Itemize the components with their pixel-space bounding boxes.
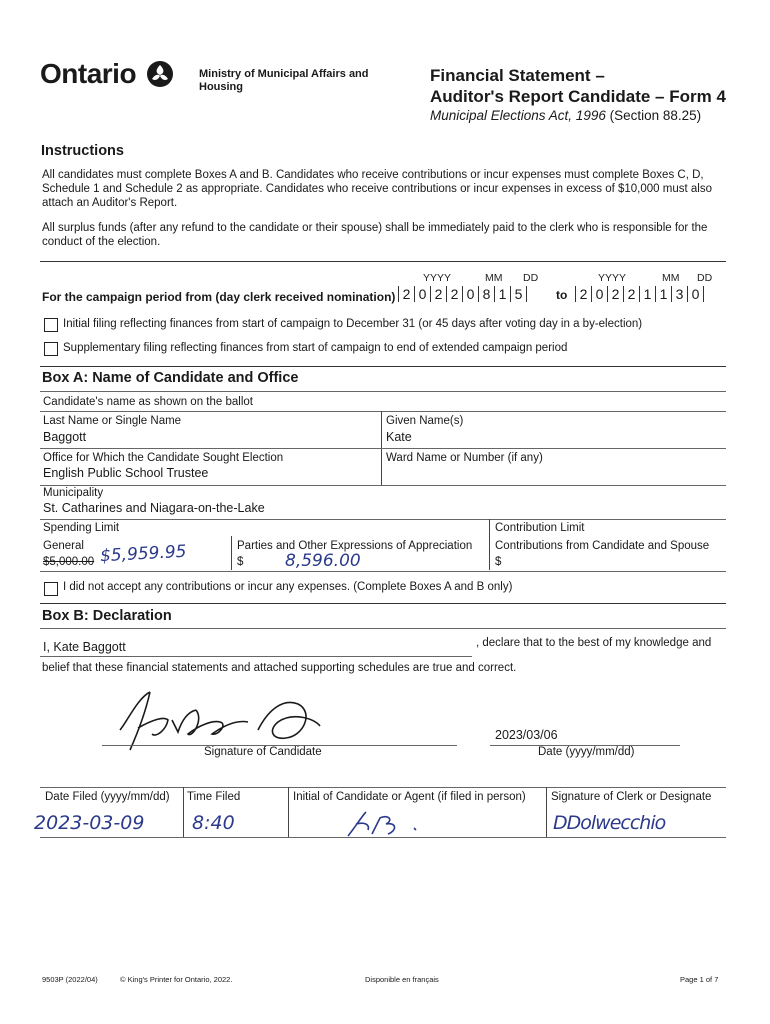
column-divider: [231, 536, 232, 570]
contribution-limit-label: Contribution Limit: [495, 522, 585, 534]
initial-label: Initial of Candidate or Agent (if filed in person): [293, 791, 526, 803]
form-number: 9503P (2022/04): [42, 975, 98, 984]
to-date-field[interactable]: [575, 286, 704, 302]
no-contributions-label: I did not accept any contributions or incur any expenses. (Complete Boxes A and B only): [63, 581, 513, 593]
ontario-logo-text: Ontario: [40, 58, 137, 89]
act-reference: [430, 108, 701, 123]
act-section: (Section 88.25): [609, 108, 702, 123]
contributions-dollar: $: [495, 556, 502, 568]
from-digit: 2: [446, 286, 462, 302]
from-digit: 8: [478, 286, 494, 302]
from-mm-label: MM: [485, 272, 503, 284]
date-filed-label: Date Filed (yyyy/mm/dd): [45, 791, 170, 803]
divider: [40, 571, 726, 572]
last-name-label: Last Name or Single Name: [43, 415, 182, 427]
office-field[interactable]: English Public School Trustee: [43, 466, 209, 480]
from-digit: 0: [414, 286, 430, 302]
to-digit: 1: [639, 286, 655, 302]
general-label: General: [43, 540, 84, 552]
to-digit: 2: [607, 286, 623, 302]
trillium-logo-icon: [146, 60, 174, 88]
box-b-heading: Box B: Declaration: [42, 608, 172, 624]
parties-label: Parties and Other Expressions of Appreciation: [237, 540, 473, 552]
initial-filing-label: Initial filing reflecting finances from start of campaign to December 31 (or 45 days after voting day in a by-election): [63, 318, 643, 330]
to-digit: 3: [671, 286, 687, 302]
general-handwritten-amount[interactable]: $5,959.95: [99, 541, 187, 567]
form-title-line2: Auditor's Report Candidate – Form 4: [430, 87, 726, 106]
campaign-period-label: For the campaign period from (day clerk received nomination): [42, 290, 396, 304]
ministry-name: Ministry of Municipal Affairs and Housing: [199, 68, 369, 93]
given-name-field[interactable]: Kate: [386, 430, 412, 444]
french-availability: Disponible en français: [365, 975, 439, 984]
to-digit: 0: [591, 286, 607, 302]
form-title: [430, 65, 750, 107]
act-name: Municipal Elections Act, 1996: [430, 108, 606, 123]
divider: [40, 628, 726, 629]
divider: [40, 485, 726, 486]
to-digit: 2: [575, 286, 591, 302]
no-contributions-checkbox[interactable]: [44, 582, 58, 596]
column-divider: [183, 787, 184, 837]
from-digit: 0: [462, 286, 478, 302]
clerk-handwritten-signature[interactable]: DDolwecchio: [553, 812, 666, 834]
divider: [40, 391, 726, 392]
from-digit: 2: [430, 286, 446, 302]
municipality-label: Municipality: [43, 487, 104, 499]
to-yyyy-label: YYYY: [598, 272, 627, 284]
to-dd-label: DD: [697, 272, 713, 284]
general-printed-amount: $5,000.00: [43, 556, 95, 568]
date-label: Date (yyyy/mm/dd): [538, 746, 635, 758]
divider: [40, 261, 726, 262]
agent-initial-signature[interactable]: [342, 808, 442, 840]
parties-dollar: $: [237, 556, 244, 568]
divider: [40, 366, 726, 367]
initial-filing-checkbox[interactable]: [44, 318, 58, 332]
column-divider: [489, 519, 490, 570]
column-divider: [288, 787, 289, 837]
ward-label: Ward Name or Number (if any): [386, 452, 543, 464]
from-yyyy-label: YYYY: [423, 272, 452, 284]
clerk-signature-label: Signature of Clerk or Designate: [551, 791, 712, 803]
from-digit: 2: [398, 286, 414, 302]
divider: [40, 519, 726, 520]
instructions-paragraph-2: All surplus funds (after any refund to the candidate or their spouse) shall be immediately paid to the clerk who is responsible for the conduct of the election.: [42, 222, 708, 248]
date-filed-handwritten[interactable]: 2023-03-09: [34, 812, 145, 834]
column-divider: [546, 787, 547, 837]
supplementary-filing-checkbox[interactable]: [44, 342, 58, 356]
declare-text: , declare that to the best of my knowledge and: [476, 637, 712, 649]
instructions-heading: Instructions: [41, 143, 124, 159]
municipality-field[interactable]: St. Catharines and Niagara-on-the-Lake: [43, 501, 265, 515]
time-filed-label: Time Filed: [187, 791, 241, 803]
divider: [40, 448, 726, 449]
spending-limit-label: Spending Limit: [43, 522, 120, 534]
period-to-label: to: [556, 288, 568, 302]
from-digit: 1: [494, 286, 510, 302]
divider: [40, 411, 726, 412]
ballot-name-label: Candidate's name as shown on the ballot: [43, 396, 253, 408]
copyright: © King's Printer for Ontario, 2022.: [120, 975, 233, 984]
from-date-field[interactable]: [398, 286, 527, 302]
given-name-label: Given Name(s): [386, 415, 464, 427]
box-a-heading: Box A: Name of Candidate and Office: [42, 370, 299, 386]
office-label: Office for Which the Candidate Sought Election: [43, 452, 284, 464]
time-filed-handwritten[interactable]: 8:40: [192, 812, 235, 834]
last-name-field[interactable]: Baggott: [43, 430, 87, 444]
instructions-paragraph-1: All candidates must complete Boxes A and B. Candidates who receive contributions or incur expenses must complete Boxes C, D, Schedule 1 and Schedule 2 as appropriate. Candidates who receive contributions or incur expenses in excess of $10,000 must also attach an Auditor's Report.: [42, 169, 712, 209]
divider: [40, 837, 726, 838]
divider: [40, 787, 726, 788]
to-mm-label: MM: [662, 272, 680, 284]
name-underline: [40, 656, 472, 657]
to-digit: 2: [623, 286, 639, 302]
to-digit: 1: [655, 286, 671, 302]
declarant-name-field[interactable]: I, Kate Baggott: [43, 640, 126, 654]
signature-label: Signature of Candidate: [204, 746, 322, 758]
from-digit: 5: [510, 286, 527, 302]
from-dd-label: DD: [523, 272, 539, 284]
to-digit: 0: [687, 286, 704, 302]
divider: [40, 603, 726, 604]
declaration-date-field[interactable]: 2023/03/06: [495, 728, 558, 742]
contributions-candidate-label: Contributions from Candidate and Spouse: [495, 540, 710, 552]
form-title-line1: Financial Statement –: [430, 66, 605, 85]
page-number: Page 1 of 7: [680, 975, 719, 984]
supplementary-filing-label: Supplementary filing reflecting finances from start of campaign to end of extended campaign period: [63, 342, 568, 354]
parties-handwritten-amount[interactable]: 8,596.00: [285, 551, 361, 571]
belief-text: belief that these financial statements and attached supporting schedules are true and correct.: [42, 662, 517, 674]
